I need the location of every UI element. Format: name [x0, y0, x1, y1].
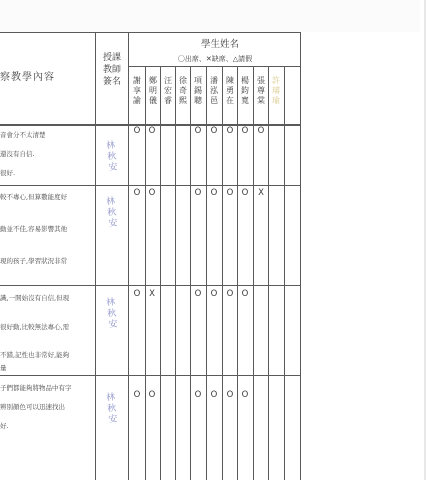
row-note: 好. — [0, 422, 9, 430]
row-note: 識,一開始沒有自信,但現 — [0, 294, 70, 302]
attendance-mark: O — [148, 126, 156, 136]
student-name: 汪 宏 睿 — [164, 76, 172, 105]
student-name: 陳 勇 在 — [226, 76, 234, 105]
attendance-mark: O — [210, 289, 218, 299]
row-note: 音會分不太清楚 — [0, 131, 46, 139]
attendance-mark: O — [226, 188, 234, 198]
student-name: 潘 泓 邑 — [210, 76, 218, 105]
attendance-mark: O — [226, 126, 234, 136]
attendance-mark: O — [133, 390, 141, 400]
page-top-margin — [0, 0, 420, 32]
row-note: 辨別顏色可以迅速找出 — [0, 403, 65, 411]
teacher-sign-title-line: 授課 — [102, 53, 121, 63]
attendance-mark: O — [257, 126, 265, 136]
students-title: 學生姓名 — [200, 39, 239, 50]
row-note: 很好. — [0, 169, 16, 177]
attendance-mark: O — [210, 126, 218, 136]
attendance-mark: O — [241, 289, 249, 299]
student-name: 項 錫 聰 — [194, 76, 202, 105]
teacher-signature: 林 秋 安 — [105, 140, 119, 174]
attendance-mark: O — [148, 390, 156, 400]
student-name: 鄭 明 儀 — [149, 76, 157, 105]
attendance-mark: O — [210, 390, 218, 400]
attendance-mark: O — [194, 188, 202, 198]
attendance-mark: O — [241, 390, 249, 400]
attendance-mark: O — [241, 188, 249, 198]
teacher-sign-title-line: 簽名 — [102, 77, 121, 87]
content-column-title: 察教學內容 — [0, 72, 55, 83]
attendance-mark: O — [226, 289, 234, 299]
student-name: 張 尊 棠 — [257, 76, 265, 105]
attendance-legend: 〇出席、✕缺席、△請假 — [177, 55, 253, 63]
row-note: 現的孩子,學習狀況非常 — [0, 257, 68, 265]
attendance-mark: O — [210, 188, 218, 198]
student-name: 徐 奇 熙 — [179, 76, 187, 105]
teacher-sign-title-line: 教師 — [102, 65, 121, 75]
attendance-mark: O — [241, 126, 249, 136]
student-name: 許 璿 瑜 — [272, 76, 280, 105]
row-note: 很好動,比較無法專心,需 — [0, 323, 70, 331]
attendance-mark: O — [133, 289, 141, 299]
student-name: 謝 享 諭 — [133, 76, 141, 105]
teacher-signature: 林 秋 安 — [105, 297, 119, 331]
attendance-mark: O — [194, 289, 202, 299]
teacher-signature: 林 秋 安 — [105, 196, 119, 230]
row-note: 不錯,記性也非常好,能夠 — [0, 351, 70, 359]
attendance-mark: O — [148, 188, 156, 198]
attendance-mark: O — [133, 188, 141, 198]
row-note: 還沒有自信. — [0, 150, 35, 158]
row-note: 動並不佳,容易影響其他 — [0, 225, 68, 233]
attendance-mark: O — [226, 390, 234, 400]
teacher-signature: 林 秋 安 — [105, 392, 119, 426]
attendance-mark: X — [258, 188, 264, 198]
attendance-mark: O — [194, 126, 202, 136]
attendance-mark: O — [133, 126, 141, 136]
row-note: 較不專心,但算數能度好 — [0, 193, 68, 201]
row-note: 量 — [0, 364, 7, 372]
row-note: 子們都能夠將物品中有字 — [0, 384, 72, 392]
student-name: 楊 鈞 寬 — [241, 76, 249, 105]
attendance-mark: X — [149, 289, 155, 299]
attendance-mark: O — [194, 390, 202, 400]
